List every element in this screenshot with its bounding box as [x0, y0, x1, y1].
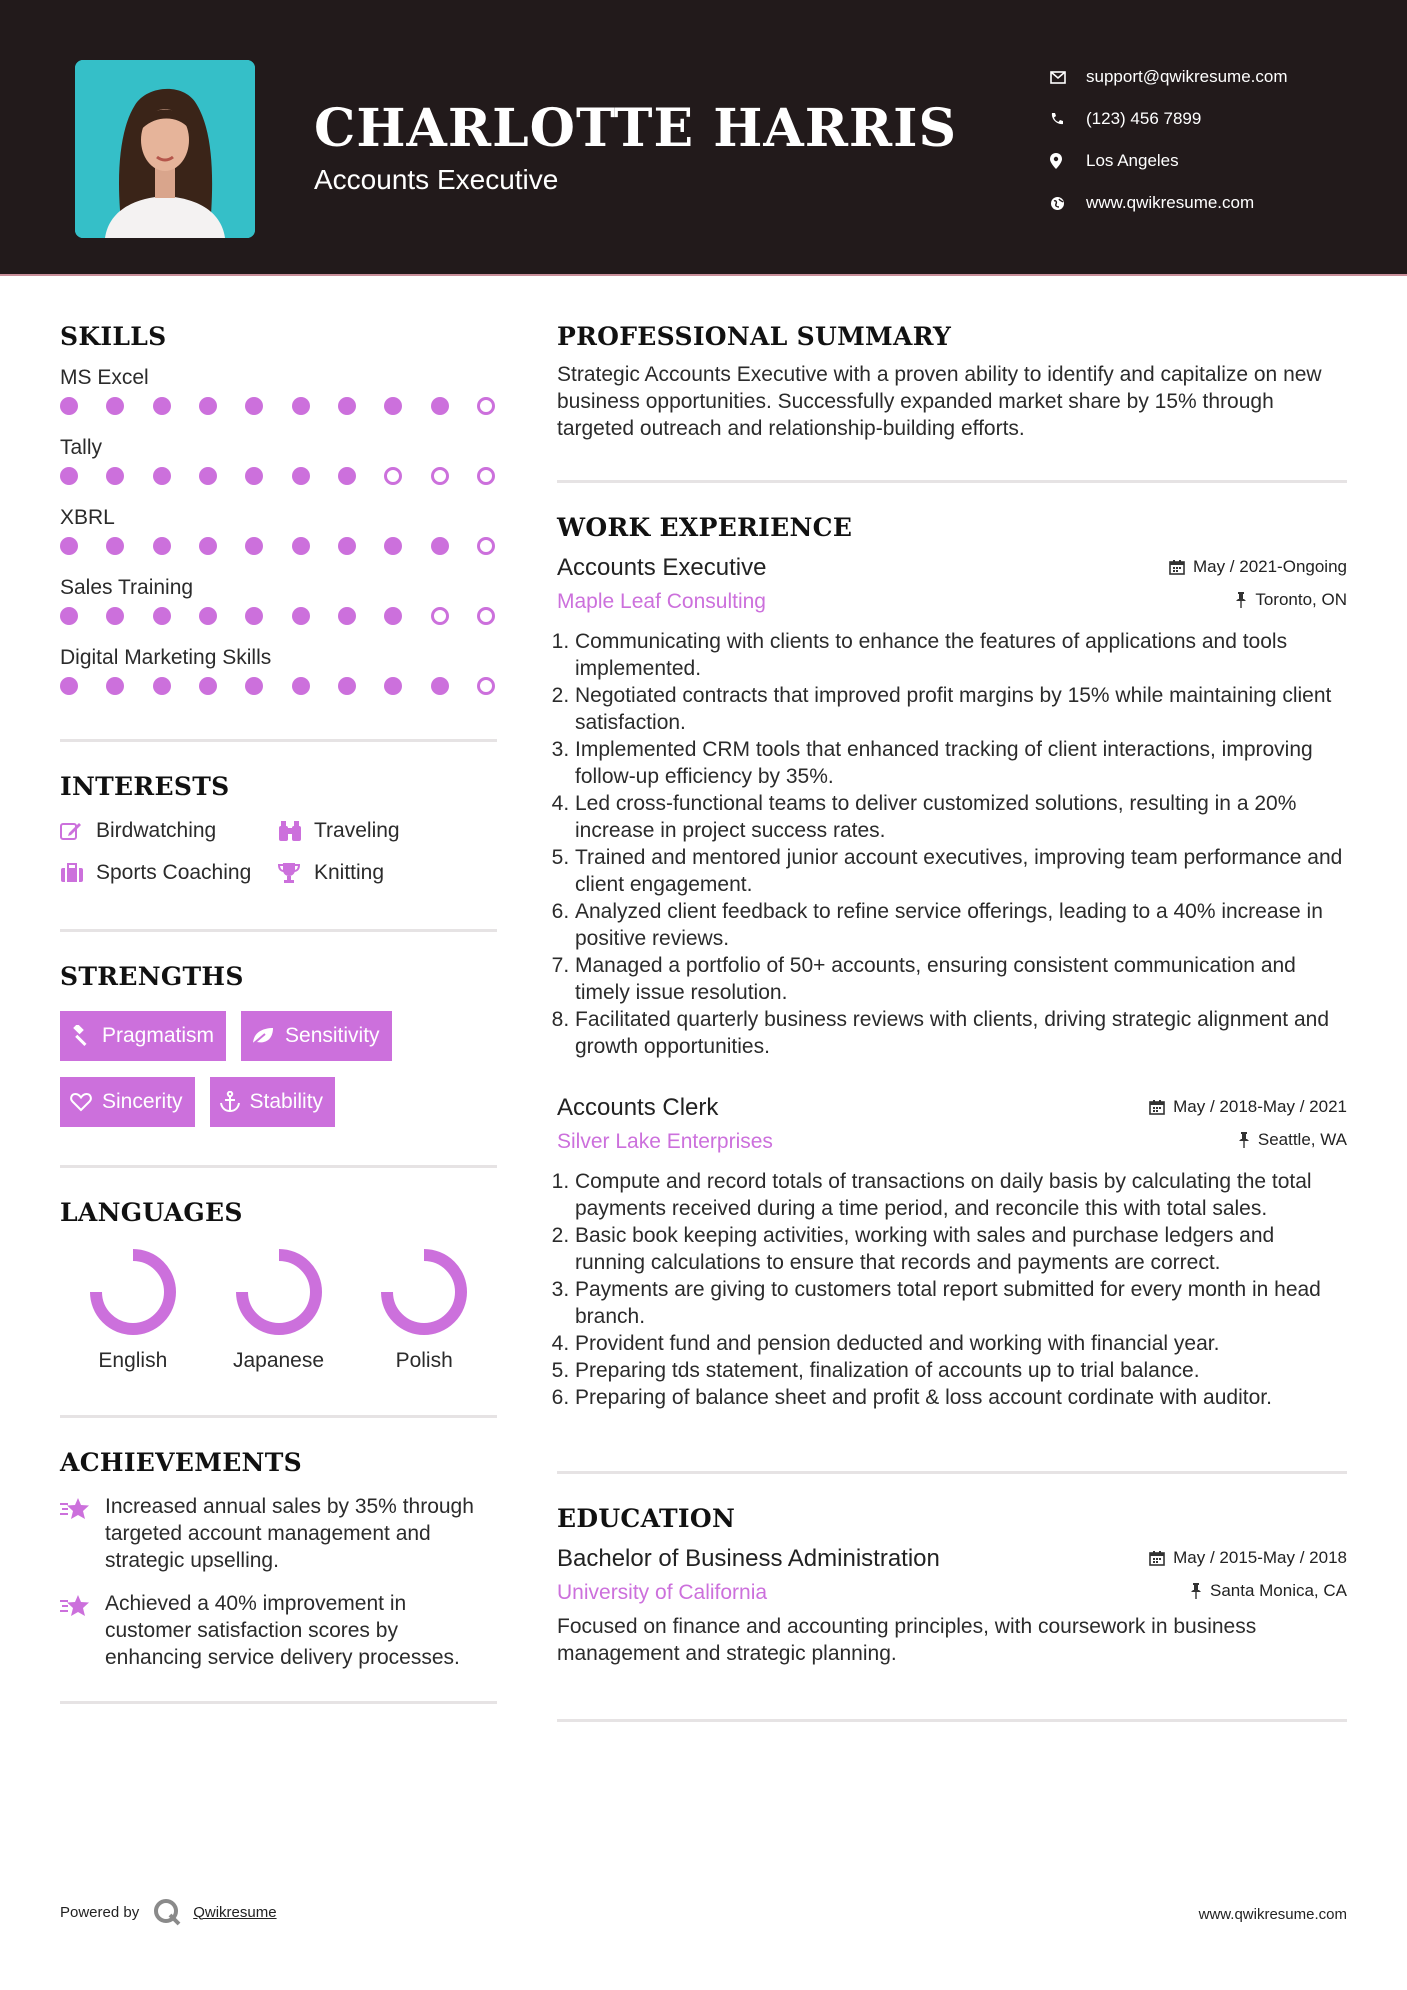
skill-name: Sales Training — [60, 576, 194, 599]
section-divider — [557, 480, 1347, 483]
edit-icon — [60, 821, 96, 841]
rating-dot-filled — [292, 467, 310, 485]
section-divider — [60, 739, 497, 742]
skill-item — [60, 363, 497, 419]
achievements-heading: ACHIEVEMENTS — [60, 1448, 302, 1477]
job-location — [1235, 590, 1347, 610]
contact-website-text: www.qwikresume.com — [1086, 193, 1255, 212]
duty-item: 7. Managed a portfolio of 50+ accounts, ensuring consistent communication and timely issue resolution. — [575, 952, 1347, 1006]
experience-heading: WORK EXPERIENCE — [557, 513, 853, 542]
languages-heading: LANGUAGES — [60, 1198, 243, 1227]
strength-tag — [60, 1011, 226, 1061]
rating-dot-filled — [199, 467, 217, 485]
interest-item — [60, 861, 278, 885]
left-column — [60, 322, 497, 1704]
envelope-icon — [1050, 71, 1086, 84]
powered-by-text: Powered by — [60, 1903, 140, 1921]
candidate-title: Accounts Executive — [314, 164, 559, 195]
rating-dot-filled — [245, 467, 263, 485]
interests-heading: INTERESTS — [60, 772, 230, 801]
interest-item — [60, 819, 278, 843]
language-level-ring — [88, 1247, 178, 1337]
skill-rating — [60, 533, 495, 559]
skill-rating — [60, 393, 495, 419]
skill-rating — [60, 603, 495, 629]
skill-name: Tally — [60, 436, 103, 459]
job-dates-text: May / 2018-May / 2021 — [1173, 1097, 1347, 1116]
rating-dot-filled — [338, 607, 356, 625]
language-item — [206, 1247, 352, 1373]
rating-dot-filled — [338, 677, 356, 695]
duty-item: 1. Communicating with clients to enhance the features of applications and tools implemented. — [575, 628, 1347, 682]
skills-list — [60, 363, 497, 699]
rating-dot-filled — [60, 537, 78, 555]
candidate-name: CHARLOTTE HARRIS — [314, 98, 957, 159]
strength-tag — [210, 1077, 336, 1127]
rating-dot-filled — [199, 607, 217, 625]
achievement-item — [60, 1493, 497, 1574]
rating-dot-empty — [477, 467, 495, 485]
rating-dot-filled — [199, 397, 217, 415]
skills-heading: SKILLS — [60, 322, 167, 351]
rating-dot-filled — [153, 537, 171, 555]
duty-item: 4. Provident fund and pension deducted and working with financial year. — [575, 1330, 1347, 1357]
rating-dot-filled — [153, 677, 171, 695]
skill-rating — [60, 673, 495, 699]
strength-label: Pragmatism — [102, 1024, 215, 1047]
strengths-heading: STRENGTHS — [60, 962, 244, 991]
education-location — [1190, 1581, 1347, 1601]
rating-dot-filled — [384, 677, 402, 695]
contact-email[interactable] — [1050, 56, 1288, 98]
contact-email-text: support@qwikresume.com — [1086, 67, 1288, 86]
qwikresume-logo-icon — [153, 1898, 183, 1926]
star-icon — [60, 1493, 105, 1574]
section-divider — [60, 1165, 497, 1168]
pushpin-icon — [1238, 1132, 1250, 1148]
rating-dot-filled — [338, 397, 356, 415]
duty-item: 6. Preparing of balance sheet and profit & loss account cordinate with auditor. — [575, 1384, 1347, 1411]
rating-dot-filled — [431, 677, 449, 695]
footer-website[interactable]: www.qwikresume.com — [1198, 1906, 1347, 1923]
job-dates — [1169, 557, 1347, 577]
language-level-ring — [234, 1247, 324, 1337]
rating-dot-filled — [384, 537, 402, 555]
pushpin-icon — [1235, 592, 1247, 608]
rating-dot-filled — [245, 677, 263, 695]
achievement-text: Increased annual sales by 35% through targeted account management and strategic upselling. — [105, 1495, 474, 1572]
calendar-icon — [1149, 1550, 1165, 1566]
rating-dot-filled — [106, 537, 124, 555]
rating-dot-filled — [245, 397, 263, 415]
language-level-arc — [242, 1255, 316, 1329]
interest-item — [278, 861, 497, 885]
interest-label: Birdwatching — [96, 819, 217, 842]
job-dates — [1149, 1097, 1347, 1117]
duty-item: 5. Preparing tds statement, finalization of accounts up to trial balance. — [575, 1357, 1347, 1384]
skill-name: Digital Marketing Skills — [60, 646, 272, 669]
rating-dot-filled — [106, 677, 124, 695]
right-column — [557, 322, 1347, 1722]
skill-item — [60, 503, 497, 559]
education-location-text: Santa Monica, CA — [1209, 1581, 1347, 1600]
rating-dot-filled — [292, 677, 310, 695]
section-divider — [557, 1719, 1347, 1722]
rating-dot-filled — [431, 397, 449, 415]
skill-name: MS Excel — [60, 366, 149, 389]
map-marker-icon — [1050, 153, 1086, 169]
leaf-icon — [251, 1026, 275, 1046]
anchor-icon — [220, 1091, 240, 1113]
contact-location — [1050, 140, 1288, 182]
language-item — [351, 1247, 497, 1373]
job-location — [1238, 1130, 1347, 1150]
rating-dot-filled — [338, 467, 356, 485]
resume-header — [0, 0, 1407, 276]
language-item — [60, 1247, 206, 1373]
rating-dot-filled — [153, 397, 171, 415]
job-duties — [557, 628, 1347, 1060]
job-location-text: Seattle, WA — [1257, 1130, 1347, 1149]
calendar-icon — [1169, 559, 1185, 575]
qwikresume-link[interactable]: Qwikresume — [193, 1903, 277, 1921]
degree-name: Bachelor of Business Administration — [557, 1545, 940, 1572]
rating-dot-filled — [106, 397, 124, 415]
section-divider — [60, 1701, 497, 1704]
duty-item: 2. Basic book keeping activities, working with sales and purchase ledgers and running calculations to ensure that records and payments are correct. — [575, 1222, 1347, 1276]
strength-tag — [60, 1077, 195, 1127]
job-entry — [557, 1094, 1347, 1411]
duty-item: 3. Implemented CRM tools that enhanced tracking of client interactions, improving follow-up efficiency by 35%. — [575, 736, 1347, 790]
language-level-arc — [387, 1255, 461, 1329]
heart-icon — [70, 1092, 92, 1112]
rating-dot-empty — [384, 467, 402, 485]
contact-phone-text: (123) 456 7899 — [1086, 109, 1202, 128]
duty-item: 8. Facilitated quarterly business reviews with clients, driving strategic alignment and growth opportunities. — [575, 1006, 1347, 1060]
contact-phone[interactable] — [1050, 98, 1288, 140]
duty-item: 2. Negotiated contracts that improved profit margins by 15% while maintaining client satisfaction. — [575, 682, 1347, 736]
rating-dot-filled — [338, 537, 356, 555]
skill-item — [60, 433, 497, 489]
contact-list — [1050, 56, 1288, 224]
strength-label: Sincerity — [102, 1090, 183, 1113]
rating-dot-filled — [199, 677, 217, 695]
company-name: Silver Lake Enterprises — [557, 1130, 773, 1153]
company-name: Maple Leaf Consulting — [557, 590, 766, 613]
section-divider — [557, 1471, 1347, 1474]
contact-website[interactable] — [1050, 182, 1288, 224]
rating-dot-filled — [292, 397, 310, 415]
trophy-icon — [278, 862, 314, 884]
calendar-icon — [1149, 1099, 1165, 1115]
summary-text: Strategic Accounts Executive with a proven ability to identify and capitalize on new business opportunities. Successfully expanded market share by 15% through targeted outreach and relationship-building efforts. — [557, 363, 1322, 440]
briefcase-icon — [60, 863, 96, 883]
skill-item — [60, 573, 497, 629]
section-divider — [60, 929, 497, 932]
rating-dot-empty — [477, 537, 495, 555]
rating-dot-empty — [431, 467, 449, 485]
rating-dot-filled — [245, 607, 263, 625]
rating-dot-filled — [60, 397, 78, 415]
rating-dot-filled — [384, 397, 402, 415]
duty-item: 1. Compute and record totals of transactions on daily basis by calculating the total payments received during a time period, and reconcile this with total sales. — [575, 1168, 1347, 1222]
education-dates — [1149, 1548, 1347, 1568]
job-location-text: Toronto, ON — [1255, 590, 1347, 609]
interest-label: Sports Coaching — [96, 861, 252, 884]
duty-item: 6. Analyzed client feedback to refine service offerings, leading to a 40% increase in positive reviews. — [575, 898, 1347, 952]
rating-dot-filled — [245, 537, 263, 555]
languages-list — [60, 1247, 497, 1373]
rating-dot-filled — [384, 607, 402, 625]
language-name: English — [98, 1349, 168, 1372]
job-entry — [557, 554, 1347, 1060]
school-name: University of California — [557, 1581, 768, 1604]
globe-icon — [1050, 196, 1086, 211]
achievement-item — [60, 1590, 497, 1671]
rating-dot-empty — [477, 607, 495, 625]
duty-item: 5. Trained and mentored junior account executives, improving team performance and client engagement. — [575, 844, 1347, 898]
education-entry — [557, 1545, 1347, 1667]
achievement-text: Achieved a 40% improvement in customer satisfaction scores by enhancing service delivery processes. — [105, 1592, 460, 1669]
rating-dot-filled — [153, 607, 171, 625]
job-title: Accounts Executive — [557, 554, 767, 581]
pushpin-icon — [1190, 1583, 1202, 1599]
language-name: Polish — [395, 1349, 453, 1372]
binoculars-icon — [278, 820, 314, 842]
star-icon — [60, 1590, 105, 1671]
job-duties — [557, 1168, 1347, 1411]
profile-photo — [75, 60, 255, 238]
interest-label: Knitting — [314, 861, 385, 884]
rating-dot-filled — [292, 537, 310, 555]
rating-dot-filled — [60, 467, 78, 485]
language-level-ring — [379, 1247, 469, 1337]
education-description: Focused on finance and accounting principles, with coursework in business management and strategic planning. — [557, 1615, 1257, 1665]
strength-label: Sensitivity — [285, 1024, 380, 1047]
section-divider — [60, 1415, 497, 1418]
rating-dot-filled — [106, 607, 124, 625]
education-heading: EDUCATION — [557, 1504, 736, 1533]
language-name: Japanese — [232, 1349, 325, 1372]
rating-dot-empty — [431, 607, 449, 625]
duty-item: 3. Payments are giving to customers total report submitted for every month in head branch. — [575, 1276, 1347, 1330]
duty-item: 4. Led cross-functional teams to deliver customized solutions, resulting in a 20% increase in project success rates. — [575, 790, 1347, 844]
rating-dot-filled — [199, 537, 217, 555]
strength-tag — [241, 1011, 392, 1061]
summary-heading: PROFESSIONAL SUMMARY — [557, 322, 952, 351]
strength-label: Stability — [249, 1090, 324, 1113]
interest-item — [278, 819, 497, 843]
skill-name: XBRL — [60, 506, 115, 529]
gavel-icon — [70, 1025, 92, 1047]
rating-dot-filled — [60, 607, 78, 625]
rating-dot-filled — [292, 607, 310, 625]
footer-powered-by — [60, 1898, 277, 1926]
contact-location-text: Los Angeles — [1086, 151, 1179, 170]
interests-list — [60, 819, 497, 885]
rating-dot-filled — [106, 467, 124, 485]
phone-icon — [1050, 112, 1086, 126]
job-title: Accounts Clerk — [557, 1094, 719, 1121]
skill-rating — [60, 463, 495, 489]
rating-dot-filled — [60, 677, 78, 695]
education-dates-text: May / 2015-May / 2018 — [1173, 1548, 1347, 1567]
rating-dot-empty — [477, 397, 495, 415]
rating-dot-filled — [153, 467, 171, 485]
strengths-list — [60, 1011, 497, 1127]
job-dates-text: May / 2021-Ongoing — [1192, 557, 1347, 576]
skill-item — [60, 643, 497, 699]
rating-dot-empty — [477, 677, 495, 695]
language-level-arc — [96, 1255, 170, 1329]
rating-dot-filled — [431, 537, 449, 555]
achievements-list — [60, 1493, 497, 1671]
interest-label: Traveling — [314, 819, 400, 842]
